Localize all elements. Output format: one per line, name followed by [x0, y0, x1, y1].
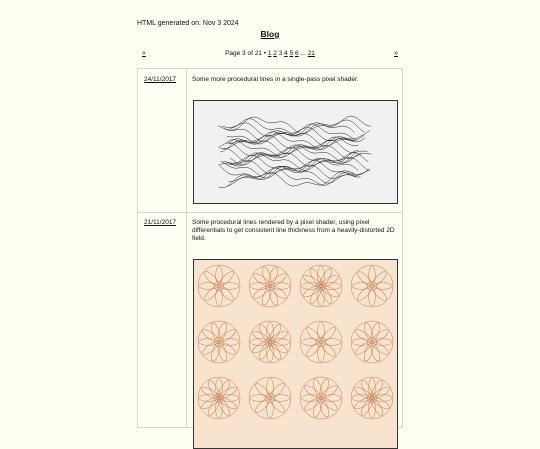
page-link-2[interactable]: 2	[273, 50, 277, 57]
row-divider	[138, 212, 402, 213]
page-link-1[interactable]: 1	[267, 50, 272, 57]
post-description: Some more procedural lines in a single-pass pixel shader.	[192, 76, 359, 83]
page-title[interactable]: Blog	[260, 29, 280, 39]
page-ellipsis: ...	[300, 50, 306, 57]
page-link-4[interactable]: 4	[284, 50, 288, 57]
generated-date: HTML generated on: Nov 3 2024	[137, 20, 239, 27]
post-image-mandala-pattern[interactable]	[193, 259, 398, 449]
page-link-last[interactable]: 21	[307, 50, 315, 57]
page-current-3: 3	[278, 50, 283, 57]
page-link-6[interactable]: 6	[295, 50, 299, 57]
page-status: Page 3 of 21 •	[225, 50, 267, 57]
post-description: Some procedural lines rendered by a pixel shader, using pixel differentials to get consistent line thickness from a heavily-distorted 2D field.	[192, 219, 395, 242]
posts-table	[137, 68, 403, 428]
page-indicator	[142, 50, 398, 57]
post-date-link[interactable]: 24/11/2017	[144, 76, 177, 83]
procedural-lines-art	[194, 101, 397, 203]
prev-page-link[interactable]: «	[142, 50, 146, 57]
page-link-5[interactable]: 5	[289, 50, 294, 57]
next-page-link[interactable]: »	[394, 50, 398, 57]
post-date-link[interactable]: 21/11/2017	[144, 219, 177, 226]
pagination	[142, 50, 398, 60]
mandala-pattern-art	[194, 260, 397, 448]
column-divider	[186, 69, 187, 427]
post-image-procedural-lines[interactable]	[193, 100, 398, 204]
